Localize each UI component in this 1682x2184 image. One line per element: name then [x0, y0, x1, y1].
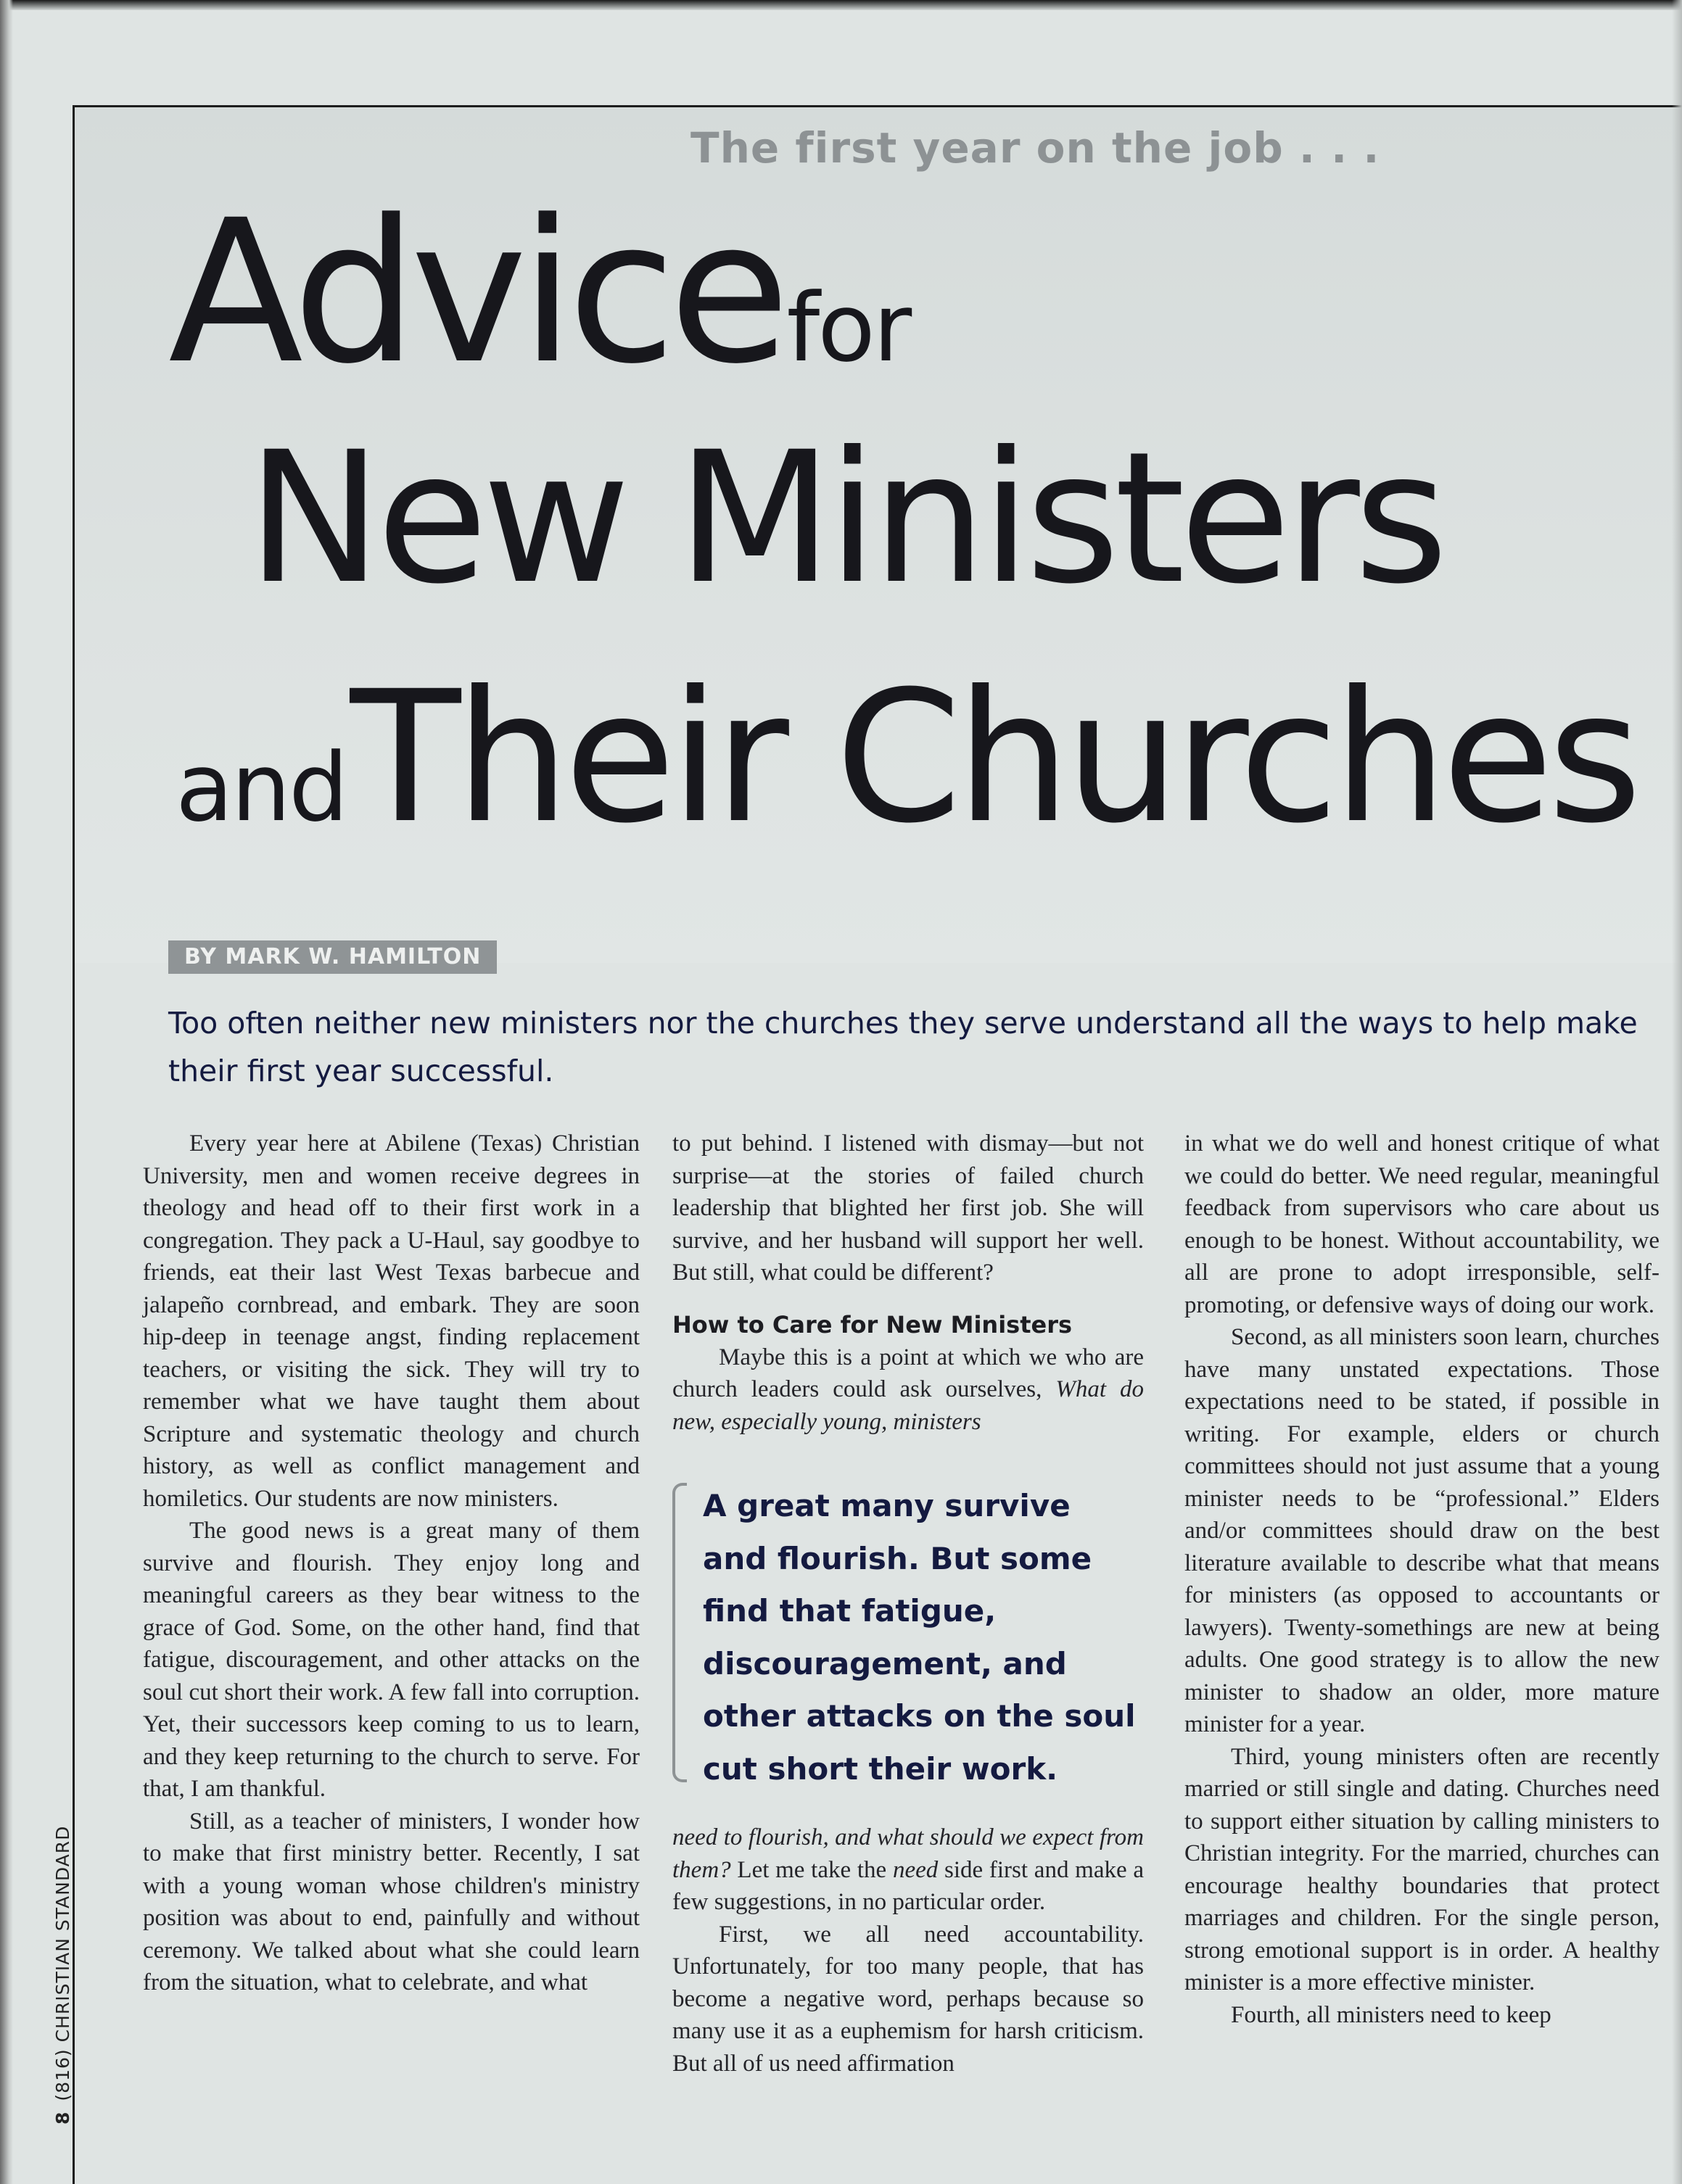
- italic-text-run: need to flourish, and what should we expect from them?: [672, 1824, 1144, 1883]
- text-run: side first and make a few suggestions, in no particular order.: [672, 1856, 1145, 1915]
- headline-new-ministers: New Ministers: [247, 413, 1443, 624]
- page-gutter-shadow: [0, 0, 13, 2184]
- paragraph: The good news is a great many of them survive and flourish. They enjoy long and meaningful careers as they bear witness to the grace of God. Some, on the other hand, find that fatigue, discouragement, and other attacks on the soul cut short their work. A few fall into corruption. Yet, their successors keep coming to us to learn, and they keep returning to the church to serve. For that, I am thankful.: [143, 1518, 640, 1802]
- paragraph: Second, as all ministers soon learn, churches have many unstated expectations. Those expectations need to be stated, if possible in writing. For example, elders or church committees should not just assume that a young minister needs to be “professional.” Elders and/or committees should draw on the best literature available to describe what that means for ministers (as opposed to accountants or lawyers). Twenty-somethings are new at being adults. One good strategy is to allow the new minister to shadow an older, more mature minister for a year.: [1184, 1324, 1660, 1737]
- headline-word-advice: Advice: [168, 178, 783, 408]
- deck: Too often neither new ministers nor the churches they serve understand all the ways to help make their first year successful.: [168, 1006, 1638, 1088]
- italic-word: need: [892, 1856, 939, 1883]
- paragraph: [672, 1341, 1144, 1439]
- pull-quote: [672, 1480, 1144, 1795]
- folio: [52, 1826, 73, 2125]
- headline-line-3: [176, 652, 1637, 863]
- subhead: How to Care for New Ministers: [672, 1310, 1073, 1339]
- frame-rule-top: [73, 105, 1682, 107]
- page-edge: [1672, 0, 1682, 2184]
- paragraph: Third, young ministers often are recently married or still single and dating. Churches need to support either situation by calling ministers to Christian integrity. For the married, churches can encourage healthy boundaries that protect marriages and children. For the single person, strong emotional support is in order. A healthy minister is a more effective minister.: [1184, 1743, 1660, 1995]
- headline-word-for: for: [786, 273, 910, 383]
- page-top-shadow: [0, 0, 1682, 10]
- column-2: [672, 1128, 1144, 2080]
- paragraph-continuation: in what we do well and honest critique of what we could do better. We need regular, meaningful feedback from supervisors who care about us enough to be honest. Without accountability, we all are prone to adopt irresponsible, self-promoting, or defensive ways of doing our work.: [1184, 1130, 1660, 1318]
- paragraph: Still, as a teacher of ministers, I wonder how to make that first ministry better. Recently, I sat with a young woman whose children's ministry position was about to end, painfully and without ceremony. We talked about what she could learn from the situation, what to celebrate, and what: [143, 1808, 640, 1995]
- headline-line-2: [247, 413, 1443, 624]
- page-number: 8: [52, 2111, 73, 2125]
- paragraph-continuation: to put behind. I listened with dismay—but not surprise—at the stories of failed church leadership that blighted her first job. She will survive, and her husband will support her well. But still, what could be different?: [672, 1130, 1144, 1286]
- paragraph-continuation: [672, 1821, 1144, 1919]
- pull-quote-text: A great many survive and flourish. But some find that fatigue, discouragement, and other attacks on the soul cut short their work.: [703, 1488, 1136, 1787]
- pull-quote-bracket: [672, 1483, 687, 1782]
- folio-text: (816) CHRISTIAN STANDARD: [52, 1825, 73, 2101]
- text-run: Let me take the: [737, 1856, 887, 1883]
- kicker: The first year on the job . . .: [690, 123, 1380, 173]
- paragraph: First, we all need accountability. Unfortunately, for too many people, that has become a negative word, perhaps because so many use it as a euphemism for harsh criticism. But all of us need affirmation: [672, 1921, 1144, 2077]
- column-3: [1184, 1128, 1660, 2031]
- column-1: [143, 1128, 640, 1999]
- paragraph: Fourth, all ministers need to keep: [1231, 2001, 1551, 2028]
- italic-text-run: What do new, especially young, ministers: [672, 1376, 1144, 1435]
- text-run: Maybe this is a point at which we who are church leaders could ask ourselves,: [672, 1344, 1144, 1402]
- headline-word-and: and: [176, 732, 347, 843]
- paragraph: Every year here at Abilene (Texas) Christian University, men and women receive degrees in theology and head off to their first work in a congregation. They pack a U-Haul, say goodbye to friends, eat their last West Texas barbecue and jalapeño cornbread, and embark. They are soon hip-deep in teenage angst, finding replacement teachers, or visiting the sick. They will try to remember what we have taught them about Scripture and systematic theology and church history, as well as conflict management and homiletics. Our students are now ministers.: [143, 1130, 640, 1512]
- headline-their-churches: Their Churches: [350, 652, 1637, 863]
- byline: BY MARK W. HAMILTON: [168, 940, 497, 974]
- headline-line-1: [168, 178, 910, 408]
